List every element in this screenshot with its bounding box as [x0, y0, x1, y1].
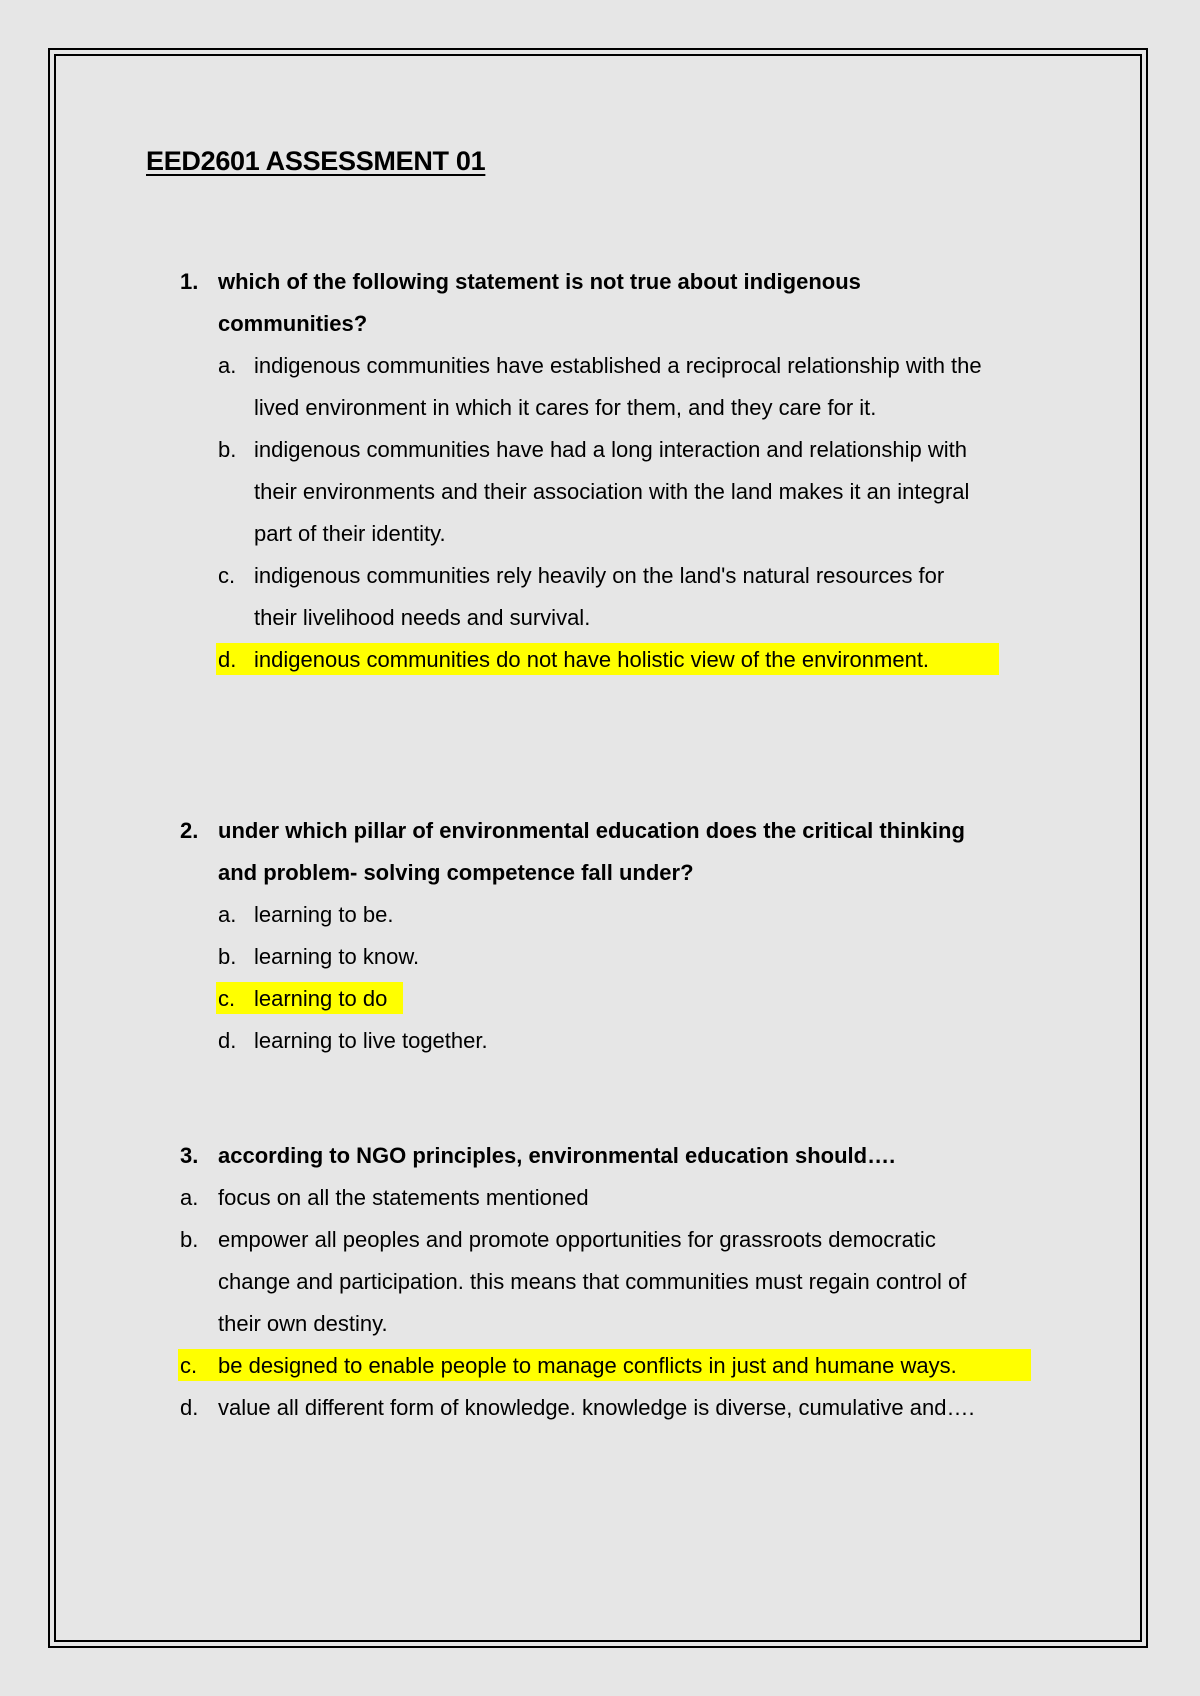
question-2-stem-line-2: and problem- solving competence fall under?: [218, 860, 694, 885]
question-1-option-a-line-2: lived environment in which it cares for them, and they care for it.: [254, 395, 877, 420]
question-1-number: 1.: [180, 269, 199, 294]
question-3-option-b-line-2: change and participation. this means that communities must regain control of: [218, 1269, 967, 1294]
question-1-option-b-line-3: part of their identity.: [254, 521, 446, 546]
document-title: EED2601 ASSESSMENT 01: [146, 146, 486, 176]
question-3-number: 3.: [180, 1143, 199, 1168]
question-2-number: 2.: [180, 818, 199, 843]
question-3-option-b-line-3: their own destiny.: [218, 1311, 388, 1336]
question-1-stem-line-2: communities?: [218, 311, 368, 336]
question-1-option-c-line-2: their livelihood needs and survival.: [254, 605, 591, 630]
question-1-option-b-line-2: their environments and their association with the land makes it an integral: [254, 479, 970, 504]
